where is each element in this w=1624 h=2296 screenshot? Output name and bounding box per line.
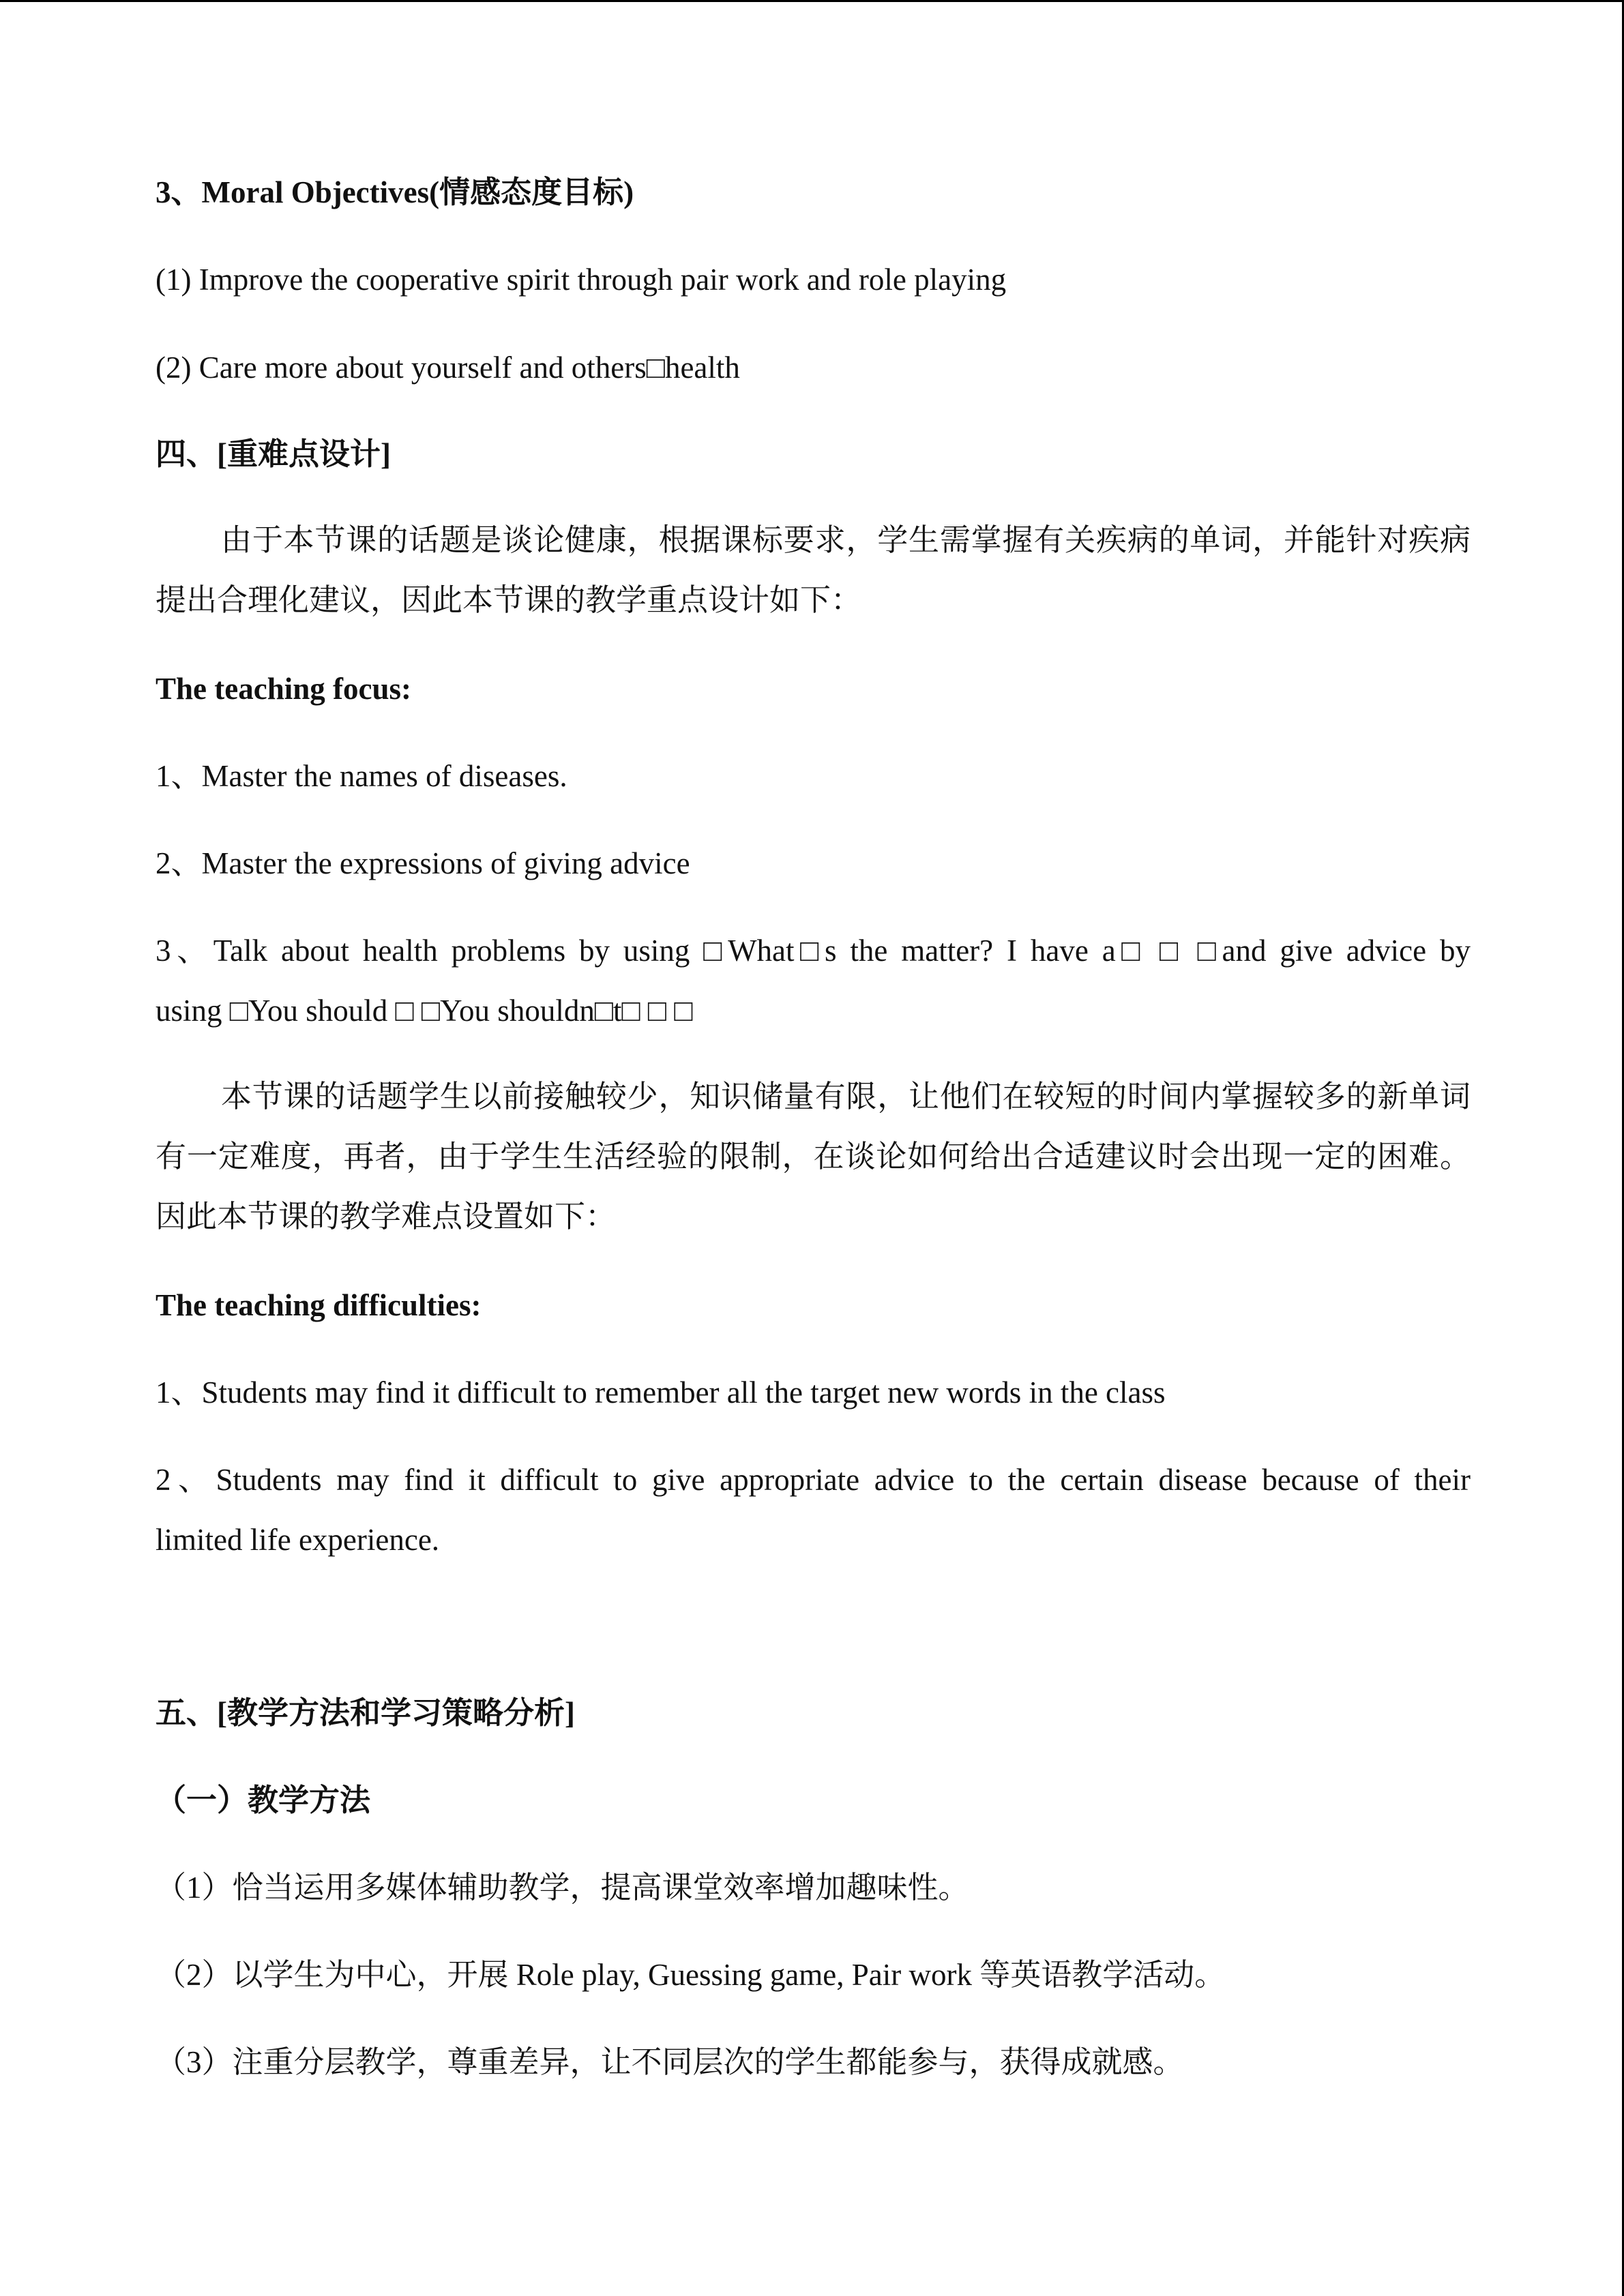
section-4-heading: 四、[重难点设计] [156, 437, 391, 471]
teaching-difficulties-heading: The teaching difficulties: [156, 1288, 482, 1322]
teaching-focus-item-1: 1、Master the names of diseases. [156, 759, 567, 793]
teaching-method-item-1: （1）恰当运用多媒体辅助教学，提高课堂效率增加趣味性。 [156, 1870, 969, 1905]
moral-objectives-heading: 3、Moral Objectives(情感态度目标) [156, 175, 634, 209]
section-4-intro-paragraph: 由于本节课的话题是谈论健康，根据课标要求，学生需掌握有关疾病的单词，并能针对疾病提出合理化建议，因此本节课的教学重点设计如下： [156, 523, 1471, 617]
teaching-focus-heading: The teaching focus: [156, 672, 411, 706]
teaching-methods-subheading: （一）教学方法 [156, 1783, 371, 1817]
teaching-focus-item-3-line-1: 3、Talk about health problems by using □What□s the matter? I have a□ □ □and give advice by [156, 934, 1471, 968]
teaching-difficulty-item-2-line-1: 2、Students may find it difficult to give appropriate advice to the certain disease because of their [156, 1463, 1471, 1497]
teaching-difficulty-intro-paragraph: 本节课的话题学生以前接触较少，知识储量有限，让他们在较短的时间内掌握较多的新单词有一定难度，再者，由于学生生活经验的限制，在谈论如何给出合适建议时会出现一定的困难。因此本节课的教学难点设置如下： [156, 1079, 1471, 1234]
teaching-method-item-3: （3）注重分层教学，尊重差异，让不同层次的学生都能参与，获得成就感。 [156, 2045, 1184, 2079]
teaching-difficulty-item-2-line-2: limited life experience. [156, 1523, 440, 1557]
section-5-heading: 五、[教学方法和学习策略分析] [156, 1696, 575, 1730]
top-border [0, 0, 1624, 2]
moral-objective-item-1: (1) Improve the cooperative spirit through pair work and role playing [156, 263, 1007, 297]
teaching-focus-item-2: 2、Master the expressions of giving advice [156, 846, 690, 880]
teaching-focus-item-3-line-2: using □You should □ □You shouldn□t□ □ □ [156, 994, 693, 1028]
teaching-method-item-2: （2）以学生为中心，开展 Role play, Guessing game, Pair work 等英语教学活动。 [156, 1958, 1226, 1992]
teaching-difficulty-item-1: 1、Students may find it difficult to remember all the target new words in the class [156, 1375, 1166, 1410]
moral-objective-item-2: (2) Care more about yourself and others□health [156, 351, 740, 385]
